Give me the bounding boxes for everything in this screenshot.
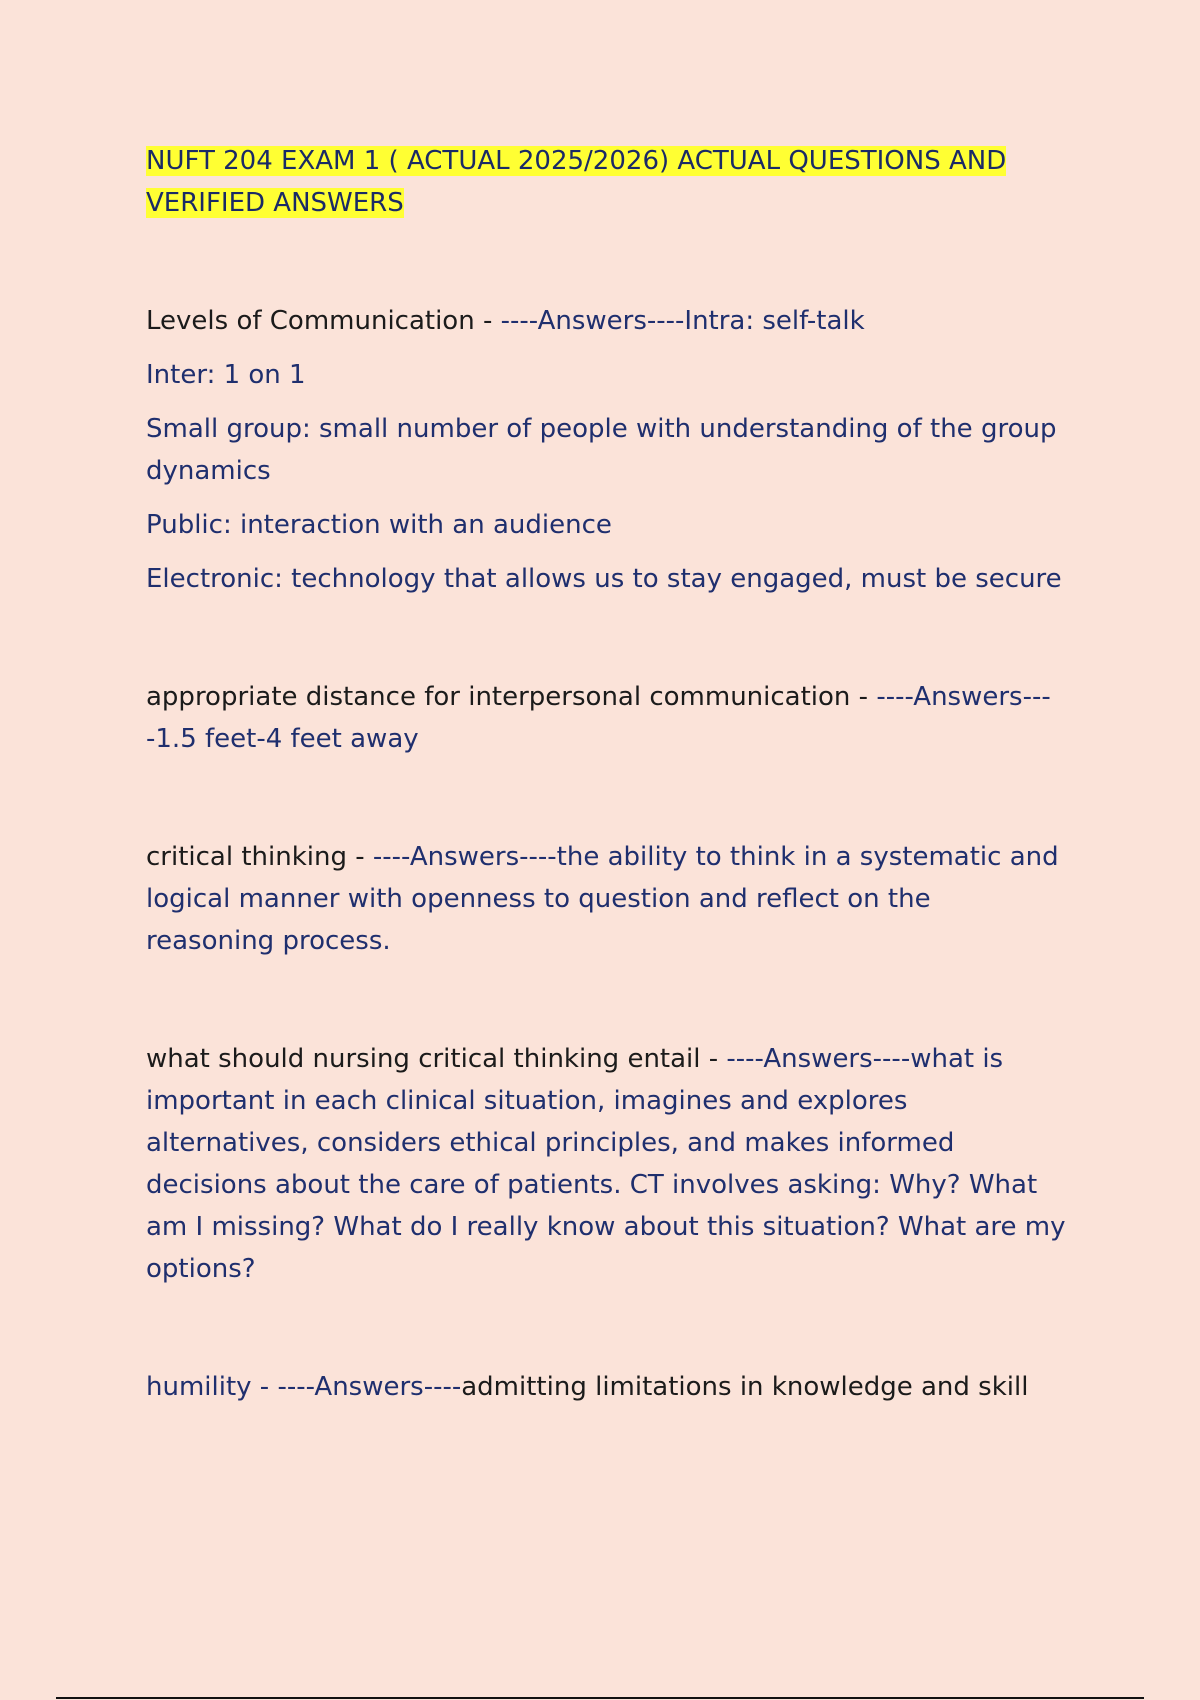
answer-text: ----Answers----Intra: self-talk: [500, 306, 865, 336]
question-term: humility - ----Answers----: [146, 1372, 462, 1402]
answer-text: admitting limitations in knowledge and skill: [461, 1372, 1029, 1402]
level-item: Public: interaction with an audience: [146, 510, 612, 540]
level-item: Electronic: technology that allows us to stay engaged, must be secure: [146, 564, 1062, 594]
answer-text: ----Answers----the ability to think in a systematic and logical manner with openness to question and reflect on the reasoning process.: [146, 842, 1059, 956]
qa-line: [146, 836, 1066, 962]
qa-levels-of-communication: [146, 300, 1066, 600]
question-term: critical thinking -: [146, 842, 373, 872]
title-highlight: NUFT 204 EXAM 1 ( ACTUAL 2025/2026) ACTUAL QUESTIONS AND VERIFIED ANSWERS: [146, 146, 1007, 218]
answer-text: ----Answers----what is important in each clinical situation, imagines and explores alternatives, considers ethical principles, and makes informed decisions about the care of patients. CT involves asking: Why? What am I missing? What do I really know about this situation? What are my options?: [146, 1044, 1066, 1284]
document-title: [146, 140, 1066, 224]
qa-line: [146, 1366, 1066, 1408]
qa-line: [146, 1038, 1066, 1290]
question-term: appropriate distance for interpersonal communication -: [146, 682, 877, 712]
footer-rule: [56, 1697, 1144, 1699]
level-item: Inter: 1 on 1: [146, 360, 306, 390]
level-item: Small group: small number of people with understanding of the group dynamics: [146, 414, 1057, 486]
answer-text: ----Answers----1.5 feet-4 feet away: [146, 682, 1051, 754]
qa-critical-thinking: [146, 836, 1066, 962]
document-page: [146, 140, 1066, 1484]
qa-nursing-critical-thinking: [146, 1038, 1066, 1290]
qa-line: [146, 300, 1066, 342]
question-term: what should nursing critical thinking entail -: [146, 1044, 727, 1074]
qa-humility: [146, 1366, 1066, 1408]
qa-interpersonal-distance: [146, 676, 1066, 760]
question-term: Levels of Communication -: [146, 306, 501, 336]
qa-line: [146, 676, 1066, 760]
